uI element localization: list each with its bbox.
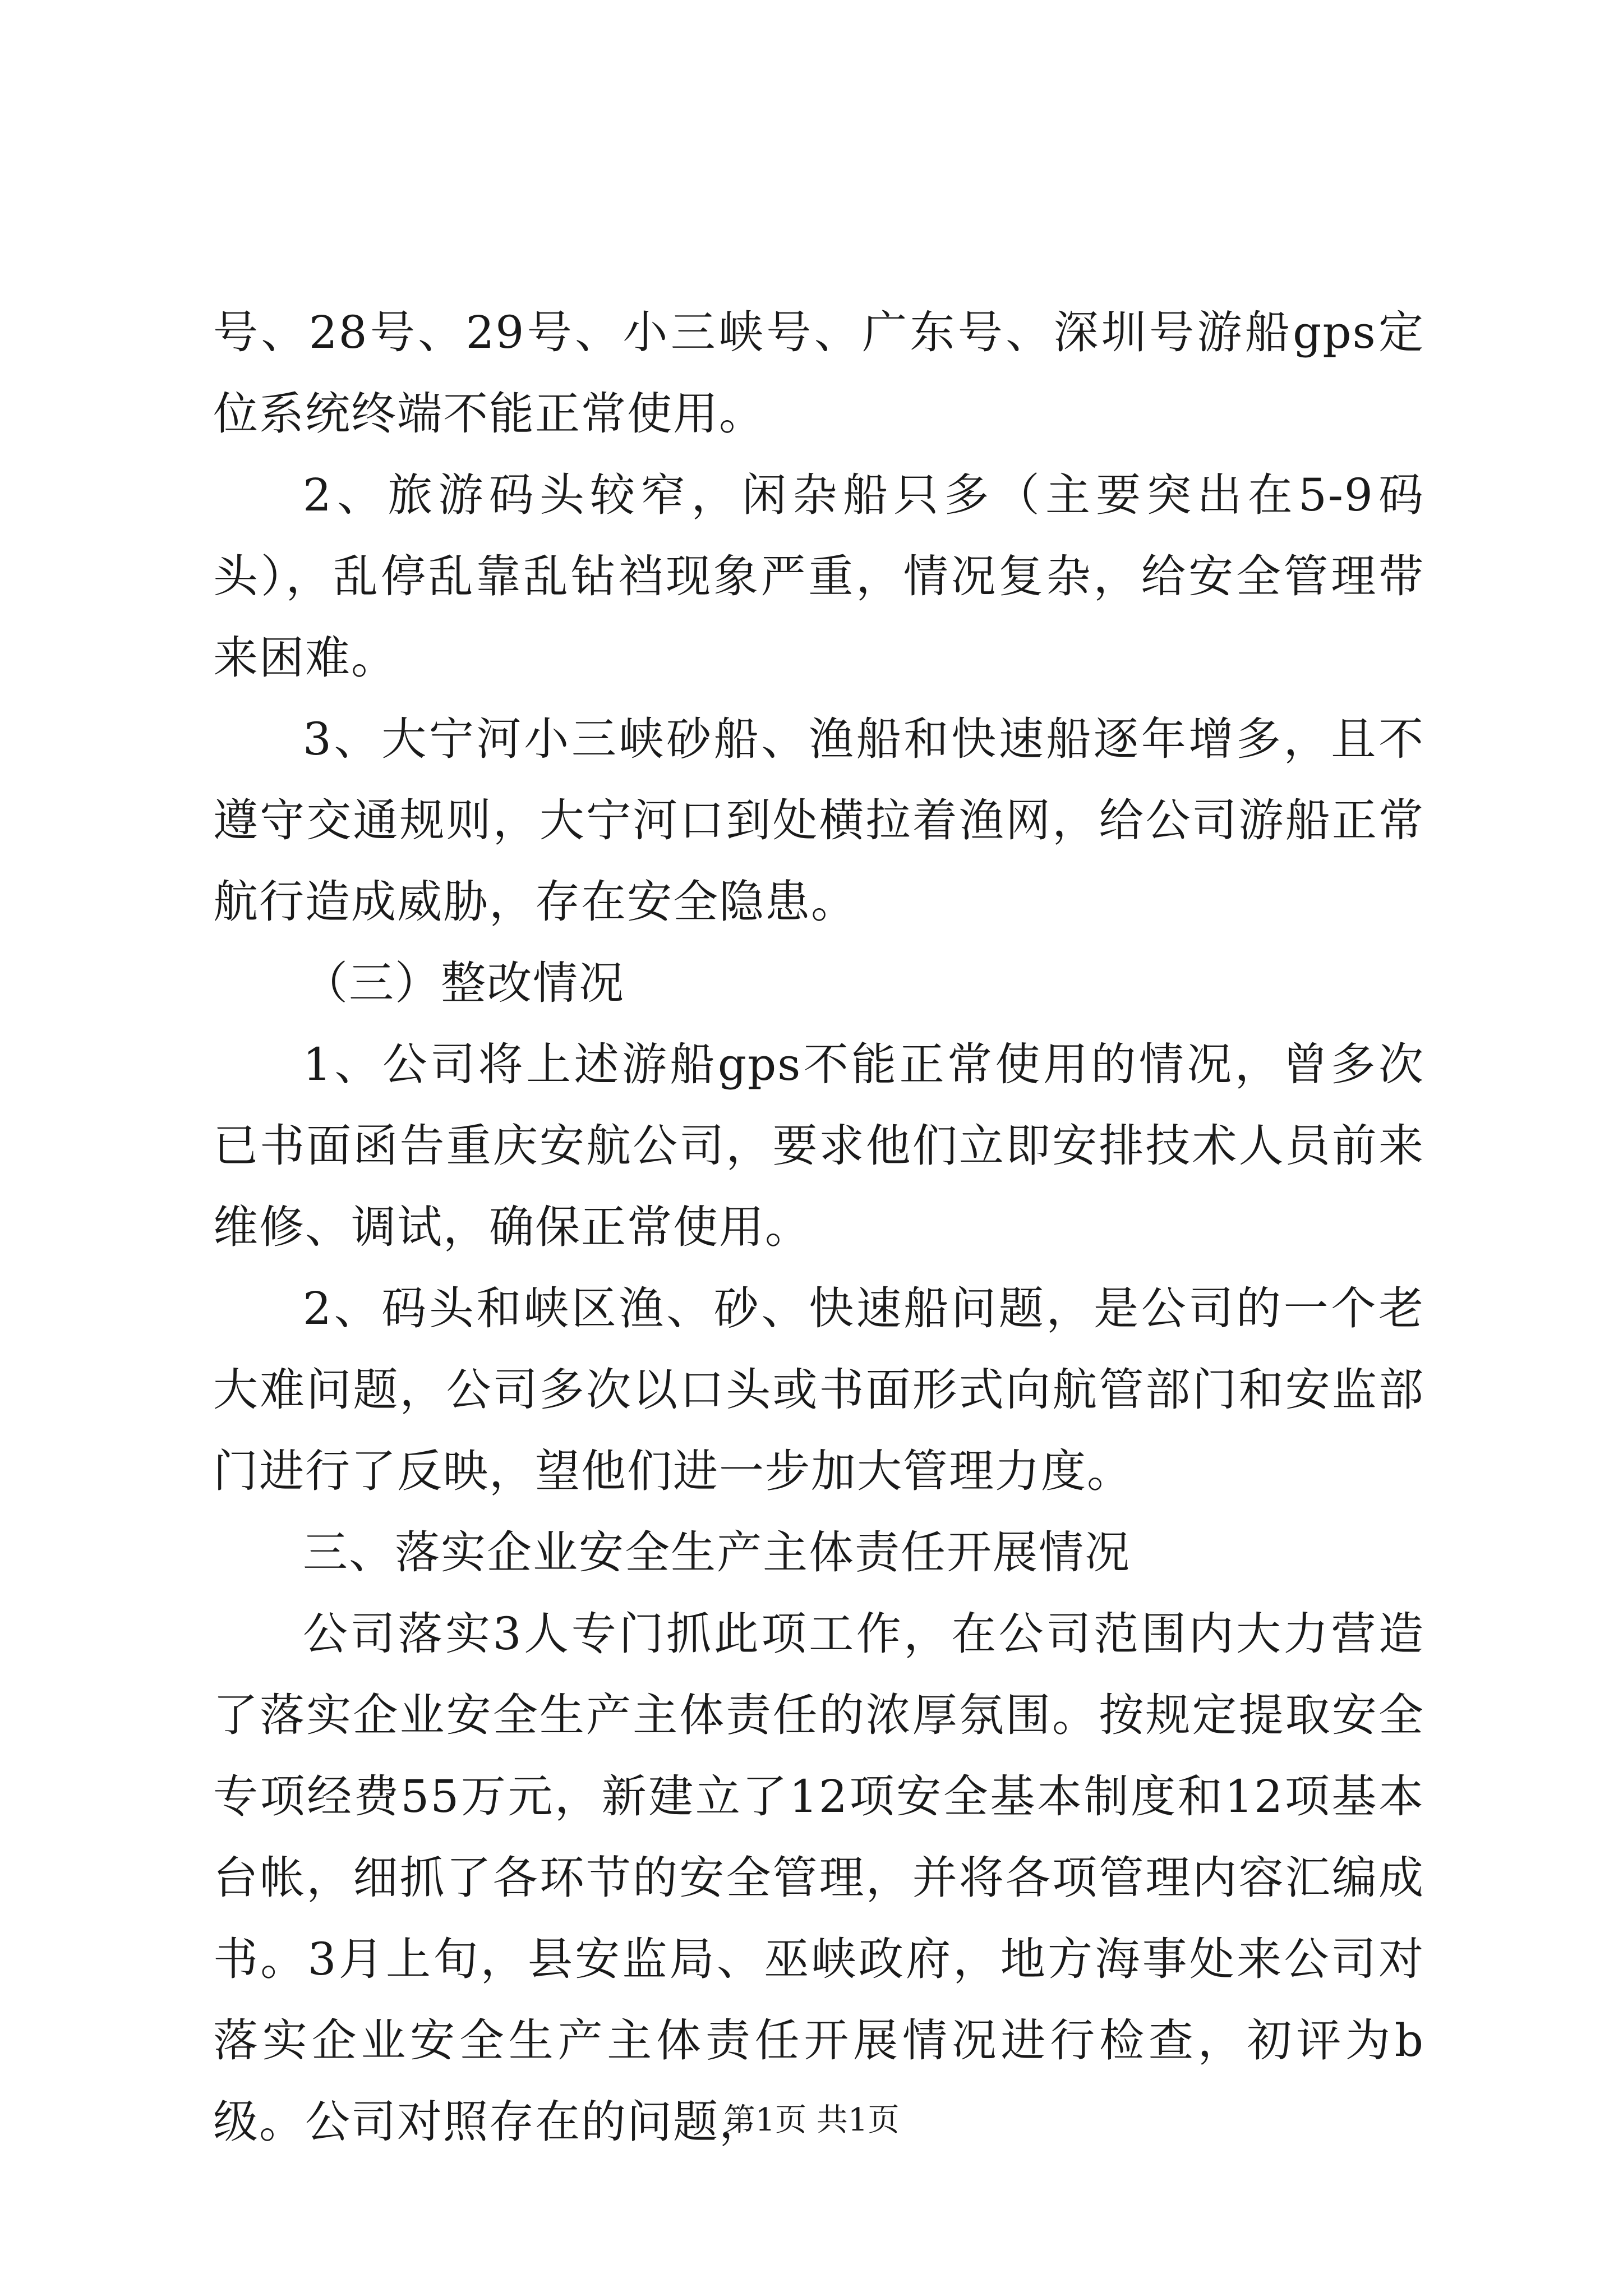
document-body [213,292,1424,2162]
paragraph-responsibility-details: 公司落实3人专门抓此项工作，在公司范围内大力营造了落实企业安全生产主体责任的浓厚氛围。按规定提取安全专项经费55万元，新建立了12项安全基本制度和12项基本台帐，细抓了各环节的安全管理，并将各项管理内容汇编成书。3月上旬，县安监局、巫峡政府，地方海事处来公司对落实企业安全生产主体责任开展情况进行检查，初评为b级。公司对照存在的问题， [213,1608,1424,2148]
paragraph-gps-ships: 号、28号、29号、小三峡号、广东号、深圳号游船gps定位系统终端不能正常使用。 [213,306,1424,440]
section-heading-rectification: （三）整改情况 [303,957,625,1009]
paragraph-dock-issue: 2、旅游码头较窄，闲杂船只多（主要突出在5-9码头），乱停乱靠乱钻裆现象严重，情况复杂，给安全管理带来困难。 [213,469,1424,684]
paragraph-dock-problem: 2、码头和峡区渔、砂、快速船问题，是公司的一个老大难问题，公司多次以口头或书面形式向航管部门和安监部门进行了反映，望他们进一步加大管理力度。 [213,1282,1424,1497]
paragraph-daning-river: 3、大宁河小三峡砂船、渔船和快速船逐年增多，且不遵守交通规则，大宁河口到处横拉着渔网，给公司游船正常航行造成威胁，存在安全隐患。 [213,713,1424,928]
page-footer: 第1页 共1页 [723,2102,900,2138]
paragraph-gps-repair: 1、公司将上述游船gps不能正常使用的情况，曾多次已书面函告重庆安航公司，要求他们立即安排技术人员前来维修、调试，确保正常使用。 [213,1038,1424,1253]
section-heading-responsibility: 三、落实企业安全生产主体责任开展情况 [303,1526,1131,1579]
